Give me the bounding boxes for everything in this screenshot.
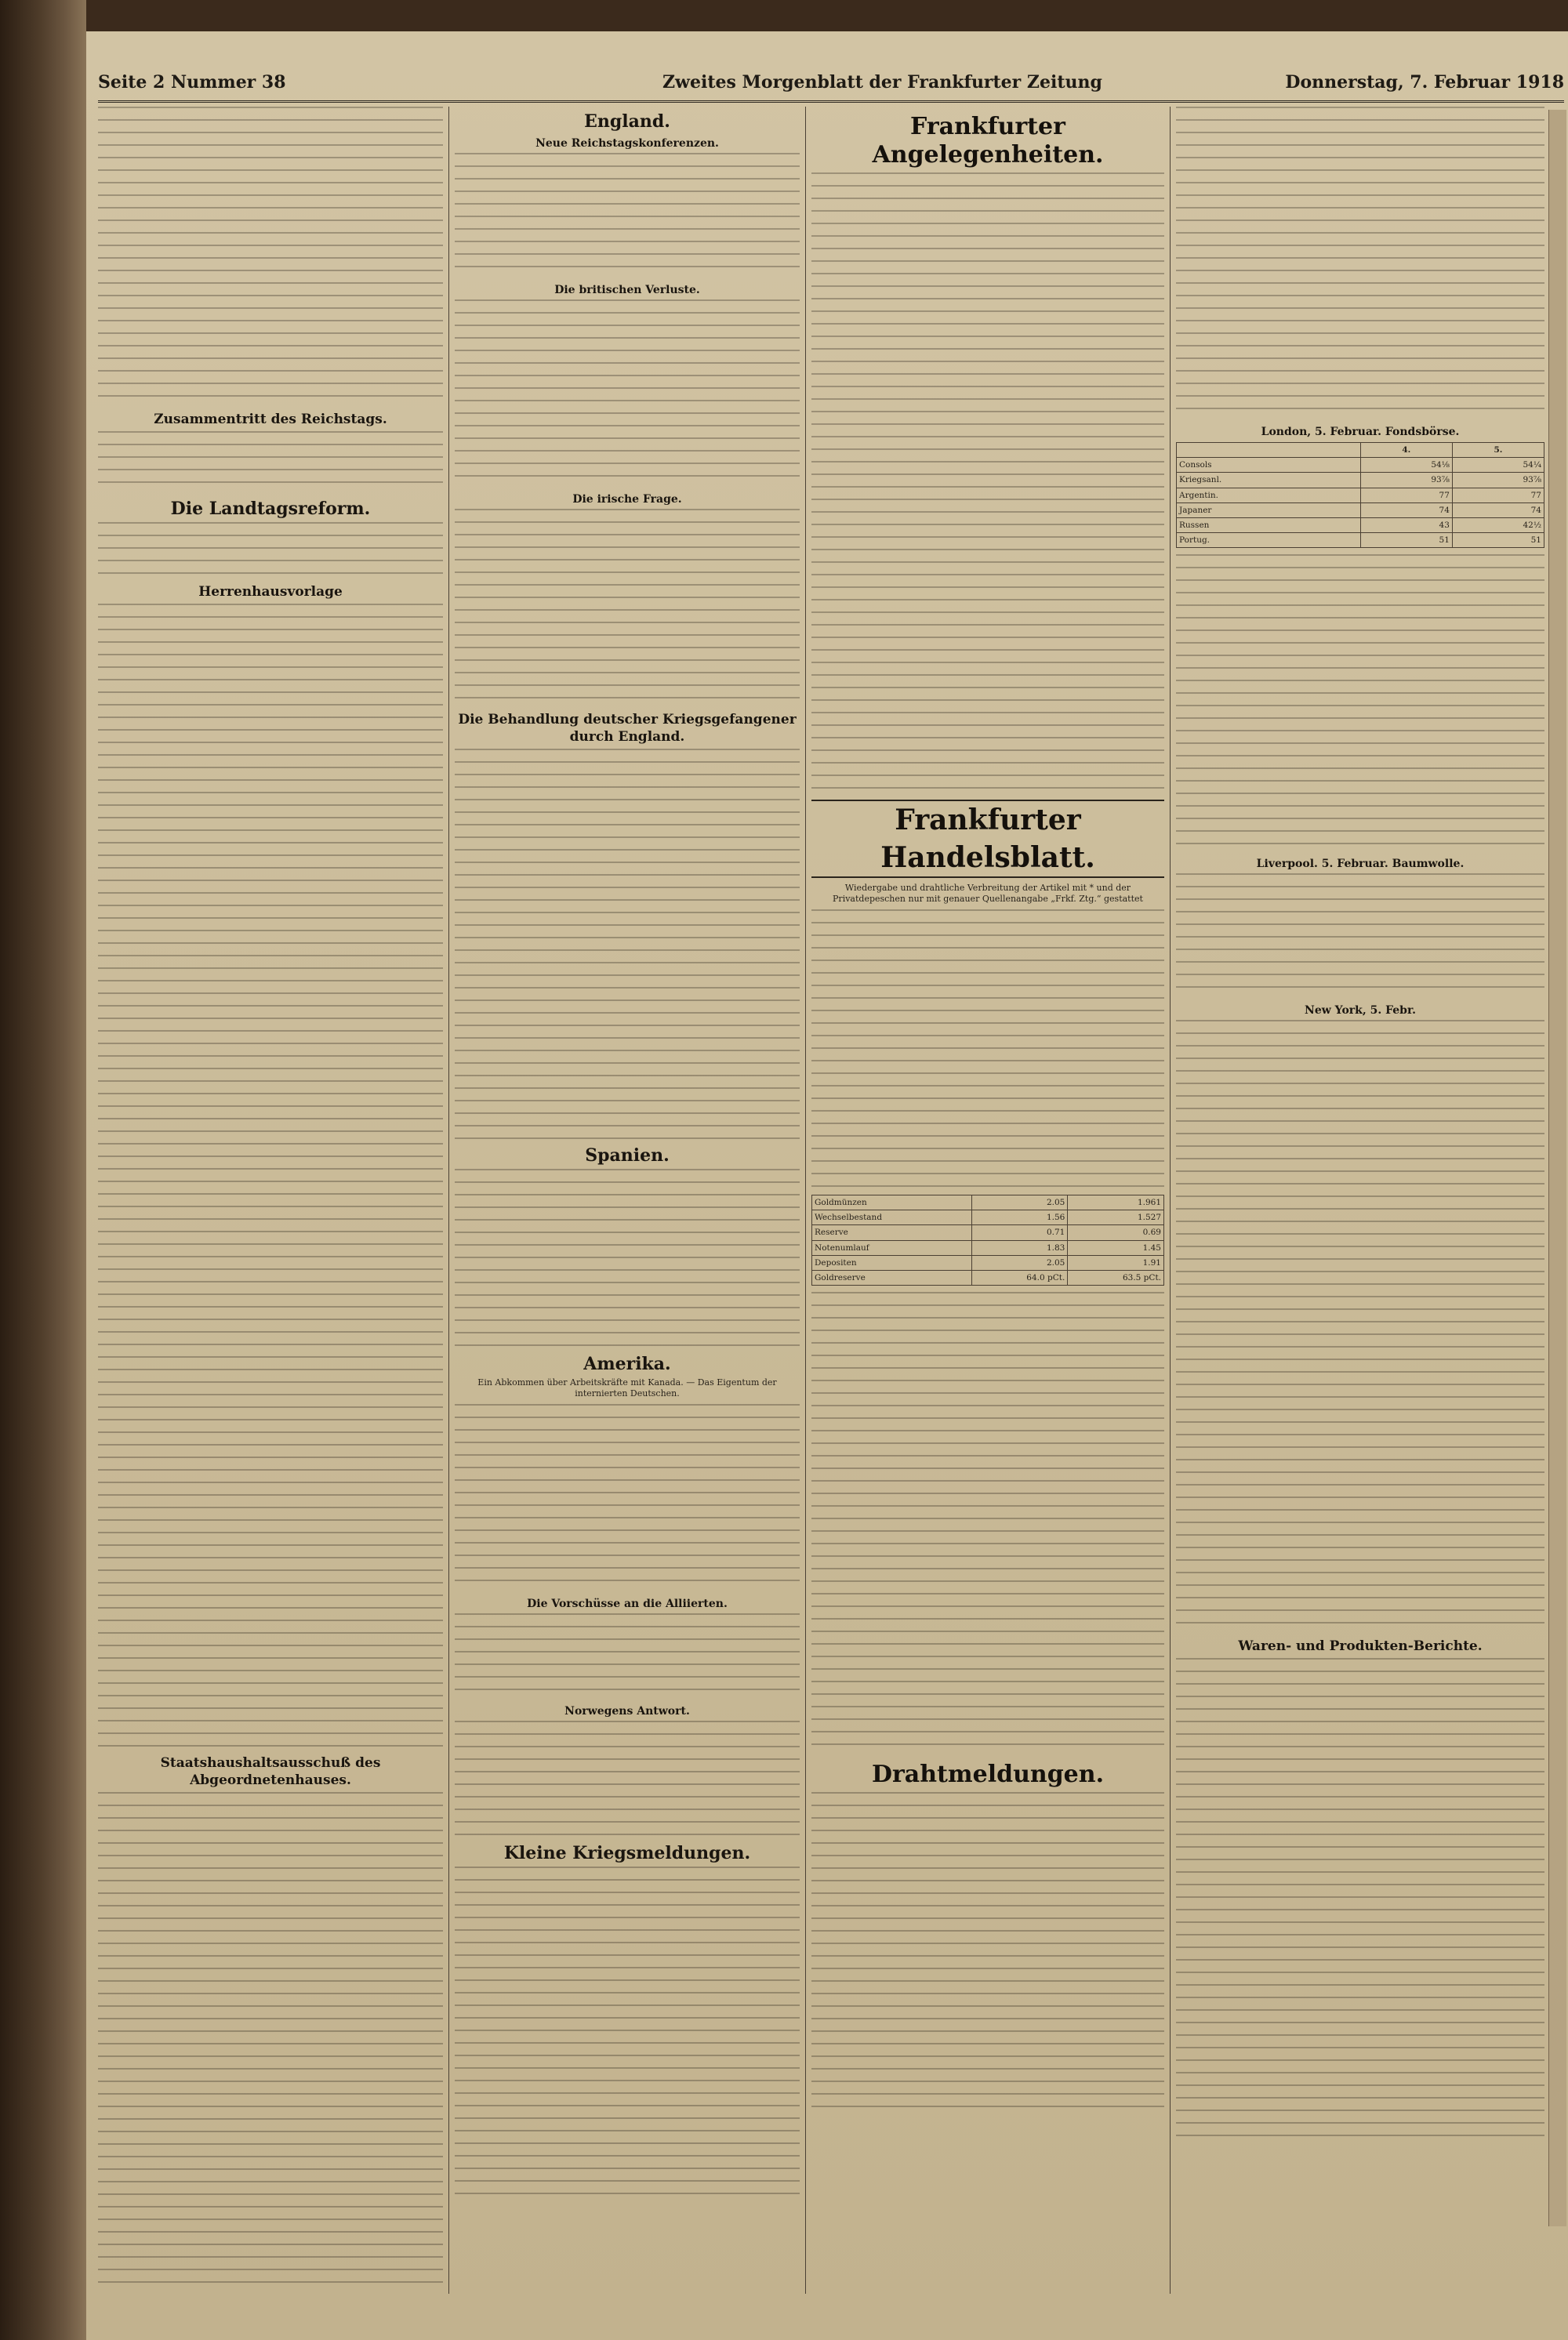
bank-table-row	[812, 1271, 1164, 1286]
heading-spanien: Spanien.	[585, 1145, 670, 1166]
table-cell: Consols	[1177, 458, 1361, 473]
table-cell: 93⅞	[1360, 473, 1452, 488]
table-cell: Wechselbestand	[812, 1210, 972, 1225]
table-cell: 77	[1360, 488, 1452, 502]
bank-table-row	[812, 1210, 1164, 1225]
heading-landtagsreform: Die Landtagsreform.	[170, 499, 371, 519]
article-text	[455, 509, 800, 705]
stock-table-row	[1177, 502, 1544, 517]
page-number: Seite 2 Nummer 38	[98, 72, 286, 93]
table-cell: 54¼	[1452, 458, 1544, 473]
heading-staatshaushalt: Staatshaushaltsausschuß des Abgeordnetenhauses.	[160, 1755, 381, 1788]
subheading-irische-frage: Die irische Frage.	[572, 493, 682, 506]
article-text	[98, 604, 443, 1748]
column-2	[455, 107, 800, 2294]
table-cell: 63.5 pCt.	[1068, 1271, 1164, 1286]
book-spine	[0, 0, 86, 2340]
table-cell: 51	[1360, 533, 1452, 548]
article-text	[455, 1169, 800, 1349]
article-text	[811, 172, 1164, 792]
table-cell: 1.56	[971, 1210, 1068, 1225]
subheading-reichstagskonferenz: Neue Reichstagskonferenzen.	[535, 137, 719, 150]
table-header-cell: 4.	[1360, 443, 1452, 458]
table-cell: Russen	[1177, 518, 1361, 533]
table-cell: 43	[1360, 518, 1452, 533]
table-cell: Argentin.	[1177, 488, 1361, 502]
table-header-cell	[1177, 443, 1361, 458]
column-rule	[805, 107, 806, 2294]
table-cell: Goldmünzen	[812, 1195, 972, 1210]
article-text	[455, 749, 800, 1141]
article-text	[1176, 1020, 1544, 1631]
subheading-norwegen: Norwegens Antwort.	[564, 1705, 690, 1718]
heading-drahtmeldungen: Drahtmeldungen.	[871, 1761, 1105, 1789]
heading-handelsblatt: Frankfurter Handelsblatt.	[811, 800, 1164, 878]
table-cell: Kriegsanl.	[1177, 473, 1361, 488]
article-text	[98, 522, 443, 577]
column-1	[98, 107, 443, 2294]
table-cell: Japaner	[1177, 502, 1361, 517]
subheading-amerika: Ein Abkommen über Arbeitskräfte mit Kanada. — Das Eigentum der internierten Deutschen.	[477, 1377, 777, 1399]
table-cell: 64.0 pCt.	[971, 1271, 1068, 1286]
stock-table-row	[1177, 458, 1544, 473]
heading-frankfurter-angelegenheiten: Frankfurter Angelegenheiten.	[872, 113, 1104, 169]
london-stock-table	[1176, 442, 1544, 548]
label-london-fondsboerse: London, 5. Februar. Fondsbörse.	[1261, 426, 1460, 438]
subheading-vorschuesse: Die Vorschüsse an die Alliierten.	[527, 1598, 728, 1610]
bank-table-row	[812, 1195, 1164, 1210]
article-text	[1176, 873, 1544, 999]
article-text	[455, 1867, 800, 2196]
table-cell: Reserve	[812, 1225, 972, 1240]
bank-table-row	[812, 1255, 1164, 1270]
table-cell: 42½	[1452, 518, 1544, 533]
table-cell: Depositen	[812, 1255, 972, 1270]
table-header-cell: 5.	[1452, 443, 1544, 458]
table-cell: 1.45	[1068, 1240, 1164, 1255]
table-cell: 51	[1452, 533, 1544, 548]
article-text	[98, 431, 443, 494]
article-text	[455, 1404, 800, 1592]
bank-table-row	[812, 1240, 1164, 1255]
issue-date: Donnerstag, 7. Februar 1918	[1285, 72, 1564, 93]
table-cell: 1.527	[1068, 1210, 1164, 1225]
table-cell: Notenumlauf	[812, 1240, 972, 1255]
column-4	[1176, 107, 1544, 2294]
article-text	[455, 1721, 800, 1838]
article-text	[98, 107, 443, 405]
heading-reichstag: Zusammentritt des Reichstags.	[154, 412, 387, 427]
article-text	[1176, 107, 1544, 420]
stock-table-row	[1177, 533, 1544, 548]
article-text	[98, 1792, 443, 2286]
label-liverpool: Liverpool. 5. Februar. Baumwolle.	[1256, 858, 1465, 871]
table-cell: Portug.	[1177, 533, 1361, 548]
heading-england: England.	[584, 111, 670, 132]
stock-table-row	[1177, 518, 1544, 533]
label-new-york: New York, 5. Febr.	[1305, 1004, 1416, 1018]
column-rule	[1170, 107, 1171, 2294]
table-cell: 1.83	[971, 1240, 1068, 1255]
article-text	[1176, 554, 1544, 852]
article-text	[1176, 1658, 1544, 2144]
table-cell: 93⅞	[1452, 473, 1544, 488]
article-text	[811, 1292, 1164, 1754]
page-header	[98, 69, 1564, 103]
stock-table-row	[1177, 473, 1544, 488]
table-cell: 74	[1360, 502, 1452, 517]
table-cell: 1.91	[1068, 1255, 1164, 1270]
newspaper-title: Zweites Morgenblatt der Frankfurter Zeitung	[662, 72, 1102, 93]
table-cell: 54⅛	[1360, 458, 1452, 473]
stock-table-row	[1177, 488, 1544, 502]
handelsblatt-note: Wiedergabe und drahtliche Verbreitung der Artikel mit * und der Privatdepeschen nur mit genauer Quellenangabe „Frkf. Ztg.“ gestattet	[833, 883, 1143, 904]
heading-waren-produkten: Waren- und Produkten-Berichte.	[1238, 1638, 1483, 1655]
heading-kriegsgefangene: Die Behandlung deutscher Kriegsgefangener durch England.	[458, 712, 797, 745]
adjacent-page-edge	[1548, 110, 1566, 2226]
table-cell: 74	[1452, 502, 1544, 517]
table-cell: Goldreserve	[812, 1271, 972, 1286]
article-text	[811, 909, 1164, 1192]
bank-table-row	[812, 1225, 1164, 1240]
table-cell: 2.05	[971, 1255, 1068, 1270]
column-rule	[448, 107, 449, 2294]
table-cell: 0.69	[1068, 1225, 1164, 1240]
heading-herrenhausvorlage: Herrenhausvorlage	[198, 584, 343, 600]
bank-statement-table	[811, 1195, 1164, 1286]
table-cell: 2.05	[971, 1195, 1068, 1210]
article-text	[811, 1792, 1164, 2113]
table-cell: 1.961	[1068, 1195, 1164, 1210]
heading-kleine-kriegsmeldungen: Kleine Kriegsmeldungen.	[503, 1843, 751, 1863]
article-text	[455, 299, 800, 488]
heading-amerika: Amerika.	[583, 1354, 671, 1374]
article-text	[455, 1613, 800, 1700]
column-3	[811, 107, 1164, 2294]
subheading-verluste: Die britischen Verluste.	[554, 284, 700, 296]
article-text	[455, 153, 800, 278]
table-cell: 77	[1452, 488, 1544, 502]
table-cell: 0.71	[971, 1225, 1068, 1240]
